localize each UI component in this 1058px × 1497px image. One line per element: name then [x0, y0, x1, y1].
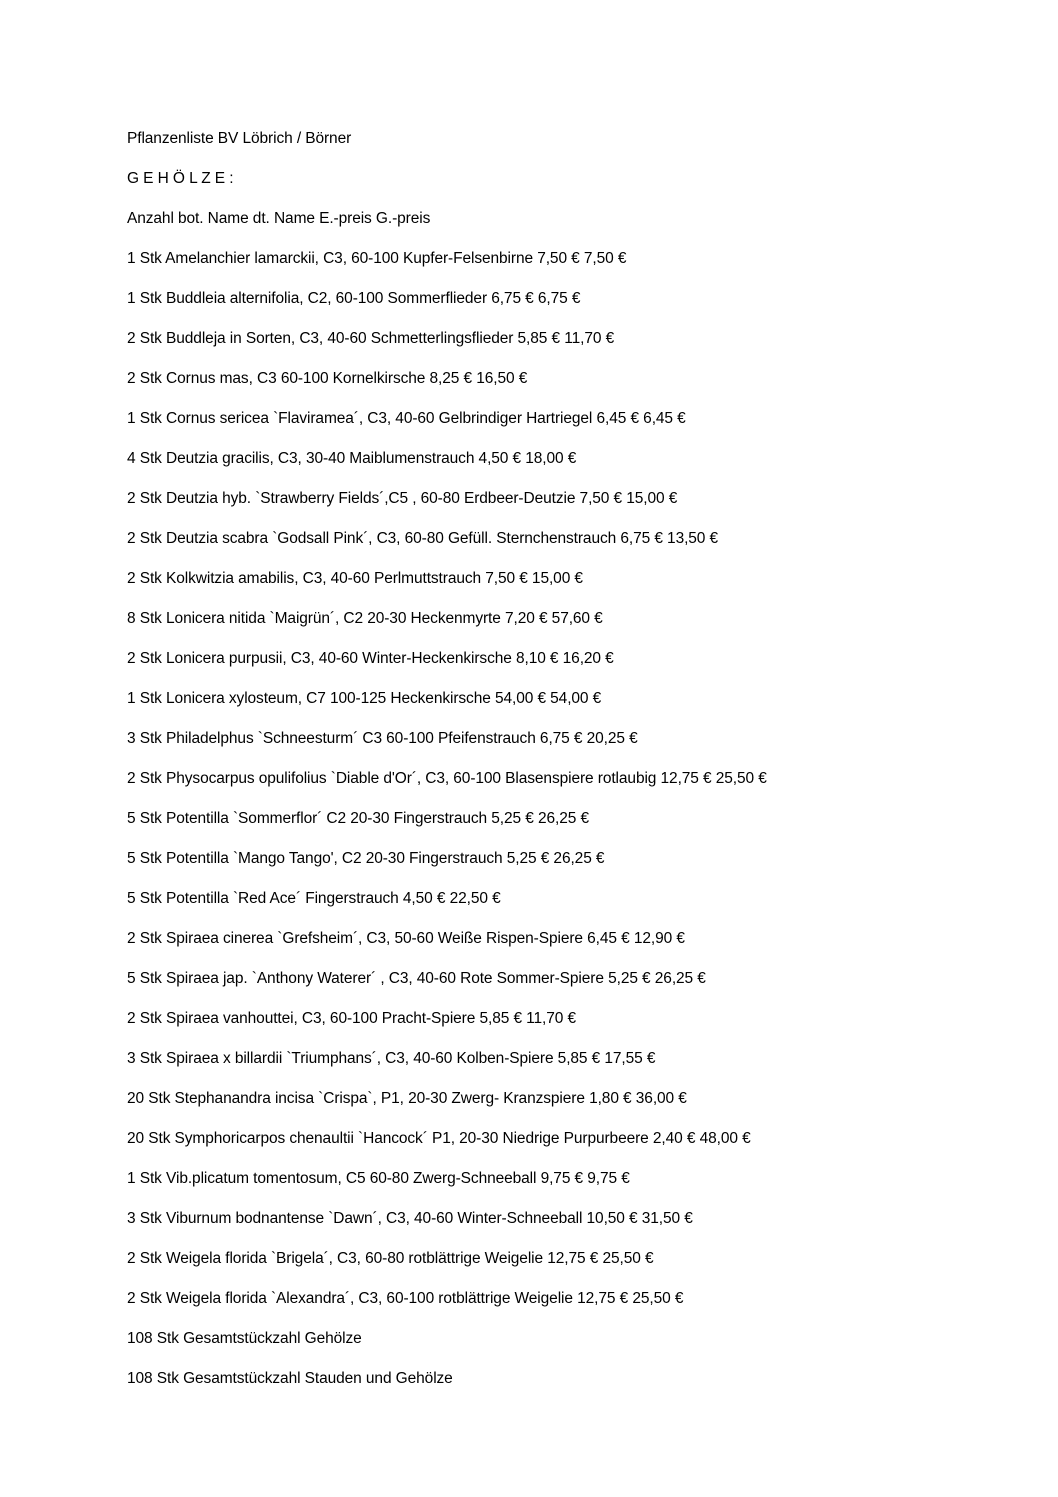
- list-item: 5 Stk Potentilla `Mango Tango', C2 20-30 Fingerstrauch 5,25 € 26,25 €: [127, 850, 605, 867]
- list-item: 4 Stk Deutzia gracilis, C3, 30-40 Maiblumenstrauch 4,50 € 18,00 €: [127, 450, 577, 467]
- plant-rows: [127, 248, 1027, 1328]
- list-item: 5 Stk Spiraea jap. `Anthony Waterer´ , C3, 40-60 Rote Sommer-Spiere 5,25 € 26,25 €: [127, 970, 706, 987]
- list-item: 1 Stk Amelanchier lamarckii, C3, 60-100 Kupfer-Felsenbirne 7,50 € 7,50 €: [127, 250, 627, 267]
- total-all-plants: 108 Stk Gesamtstückzahl Stauden und Gehölze: [127, 1370, 453, 1387]
- list-item: 1 Stk Lonicera xylosteum, C7 100-125 Heckenkirsche 54,00 € 54,00 €: [127, 690, 602, 707]
- list-item: 2 Stk Cornus mas, C3 60-100 Kornelkirsche 8,25 € 16,50 €: [127, 370, 528, 387]
- total-woody-plants: 108 Stk Gesamtstückzahl Gehölze: [127, 1330, 362, 1347]
- list-item: 1 Stk Vib.plicatum tomentosum, C5 60-80 Zwerg-Schneeball 9,75 € 9,75 €: [127, 1170, 630, 1187]
- list-item: 20 Stk Stephanandra incisa `Crispa`, P1, 20-30 Zwerg- Kranzspiere 1,80 € 36,00 €: [127, 1090, 687, 1107]
- document-title: Pflanzenliste BV Löbrich / Börner: [127, 130, 352, 147]
- list-item: 2 Stk Weigela florida `Brigela´, C3, 60-80 rotblättrige Weigelie 12,75 € 25,50 €: [127, 1250, 654, 1267]
- list-item: 3 Stk Viburnum bodnantense `Dawn´, C3, 40-60 Winter-Schneeball 10,50 € 31,50 €: [127, 1210, 693, 1227]
- column-header-row: Anzahl bot. Name dt. Name E.-preis G.-preis: [127, 210, 431, 227]
- list-item: 2 Stk Deutzia scabra `Godsall Pink´, C3, 60-80 Gefüll. Sternchenstrauch 6,75 € 13,50 €: [127, 530, 719, 547]
- list-item: 3 Stk Philadelphus `Schneesturm´ C3 60-100 Pfeifenstrauch 6,75 € 20,25 €: [127, 730, 638, 747]
- list-item: 1 Stk Buddleia alternifolia, C2, 60-100 Sommerflieder 6,75 € 6,75 €: [127, 290, 581, 307]
- list-item: 2 Stk Deutzia hyb. `Strawberry Fields´,C5 , 60-80 Erdbeer-Deutzie 7,50 € 15,00 €: [127, 490, 678, 507]
- list-item: 2 Stk Buddleja in Sorten, C3, 40-60 Schmetterlingsflieder 5,85 € 11,70 €: [127, 330, 615, 347]
- list-item: 2 Stk Physocarpus opulifolius `Diable d'Or´, C3, 60-100 Blasenspiere rotlaubig 12,75 € 25,50 €: [127, 770, 767, 787]
- list-item: 1 Stk Cornus sericea `Flaviramea´, C3, 40-60 Gelbrindiger Hartriegel 6,45 € 6,45 €: [127, 410, 686, 427]
- list-item: 2 Stk Lonicera purpusii, C3, 40-60 Winter-Heckenkirsche 8,10 € 16,20 €: [127, 650, 614, 667]
- list-item: 3 Stk Spiraea x billardii `Triumphans´, C3, 40-60 Kolben-Spiere 5,85 € 17,55 €: [127, 1050, 656, 1067]
- list-item: 2 Stk Kolkwitzia amabilis, C3, 40-60 Perlmuttstrauch 7,50 € 15,00 €: [127, 570, 583, 587]
- list-item: 2 Stk Weigela florida `Alexandra´, C3, 60-100 rotblättrige Weigelie 12,75 € 25,50 €: [127, 1290, 684, 1307]
- list-item: 5 Stk Potentilla `Red Ace´ Fingerstrauch 4,50 € 22,50 €: [127, 890, 501, 907]
- list-item: 20 Stk Symphoricarpos chenaultii `Hancock´ P1, 20-30 Niedrige Purpurbeere 2,40 € 48,00 €: [127, 1130, 751, 1147]
- plant-list: [127, 128, 1027, 1408]
- section-heading: G E H Ö L Z E :: [127, 170, 234, 187]
- list-item: 2 Stk Spiraea vanhouttei, C3, 60-100 Pracht-Spiere 5,85 € 11,70 €: [127, 1010, 577, 1027]
- list-item: 5 Stk Potentilla `Sommerflor´ C2 20-30 Fingerstrauch 5,25 € 26,25 €: [127, 810, 589, 827]
- list-item: 8 Stk Lonicera nitida `Maigrün´, C2 20-30 Heckenmyrte 7,20 € 57,60 €: [127, 610, 603, 627]
- list-item: 2 Stk Spiraea cinerea `Grefsheim´, C3, 50-60 Weiße Rispen-Spiere 6,45 € 12,90 €: [127, 930, 685, 947]
